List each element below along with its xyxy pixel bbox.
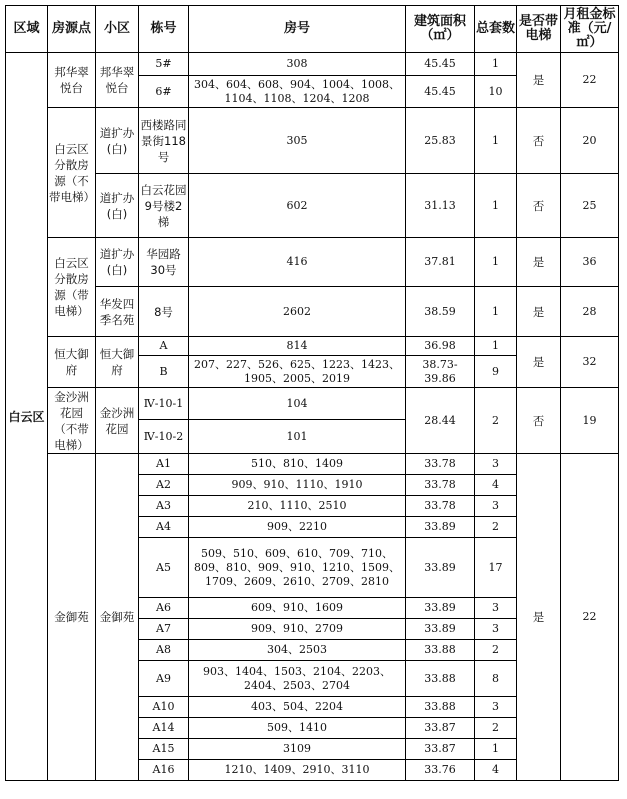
rent-cell: 25 [561, 174, 619, 238]
building-cell: 6# [139, 76, 189, 108]
count-cell: 1 [475, 238, 517, 287]
source-cell: 金沙洲花园（不带电梯） [48, 388, 96, 454]
table-row [6, 337, 619, 356]
count-cell: 10 [475, 76, 517, 108]
count-cell: 1 [475, 174, 517, 238]
room-cell: 207、227、526、625、1223、1423、1905、2005、2019 [189, 356, 406, 388]
area-cell: 33.78 [406, 454, 475, 475]
header-building: 栋号 [139, 6, 189, 53]
building-cell: B [139, 356, 189, 388]
building-cell: 白云花园9号楼2梯 [139, 174, 189, 238]
area-cell: 37.81 [406, 238, 475, 287]
header-community: 小区 [96, 6, 139, 53]
area-cell: 33.78 [406, 496, 475, 517]
count-cell: 2 [475, 640, 517, 661]
region-cell: 白云区 [6, 53, 48, 781]
room-cell: 509、510、609、610、709、710、809、810、909、910、1210、1509、1709、2609、2610、2709、2810 [189, 538, 406, 598]
community-cell: 道扩办(白) [96, 108, 139, 174]
count-cell: 1 [475, 108, 517, 174]
source-cell: 金御苑 [48, 454, 96, 781]
source-cell: 白云区分散房源（不带电梯） [48, 108, 96, 238]
housing-table [5, 5, 619, 781]
rent-cell: 20 [561, 108, 619, 174]
room-cell: 416 [189, 238, 406, 287]
count-cell: 17 [475, 538, 517, 598]
community-cell: 金沙洲花园 [96, 388, 139, 454]
room-cell: 909、910、2709 [189, 619, 406, 640]
count-cell: 9 [475, 356, 517, 388]
room-cell: 1210、1409、2910、3110 [189, 760, 406, 781]
count-cell: 2 [475, 388, 517, 454]
elevator-cell: 是 [517, 454, 561, 781]
area-cell: 28.44 [406, 388, 475, 454]
table-row [6, 388, 619, 420]
area-cell: 33.88 [406, 640, 475, 661]
count-cell: 3 [475, 598, 517, 619]
building-cell: A14 [139, 718, 189, 739]
building-cell: A16 [139, 760, 189, 781]
header-area: 建筑面积（㎡） [406, 6, 475, 53]
count-cell: 3 [475, 619, 517, 640]
community-cell: 恒大御府 [96, 337, 139, 388]
count-cell: 2 [475, 517, 517, 538]
building-cell: A3 [139, 496, 189, 517]
elevator-cell: 否 [517, 388, 561, 454]
room-cell: 101 [189, 420, 406, 454]
building-cell: A6 [139, 598, 189, 619]
building-cell: 8号 [139, 287, 189, 337]
building-cell: A2 [139, 475, 189, 496]
area-cell: 45.45 [406, 76, 475, 108]
building-cell: 华园路30号 [139, 238, 189, 287]
room-cell: 909、2210 [189, 517, 406, 538]
table-row [6, 174, 619, 238]
elevator-cell: 是 [517, 287, 561, 337]
room-cell: 510、810、1409 [189, 454, 406, 475]
rent-cell: 22 [561, 53, 619, 108]
building-cell: A10 [139, 697, 189, 718]
area-cell: 33.88 [406, 661, 475, 697]
area-cell: 38.59 [406, 287, 475, 337]
elevator-cell: 否 [517, 108, 561, 174]
table-row [6, 238, 619, 287]
count-cell: 3 [475, 496, 517, 517]
building-cell: A9 [139, 661, 189, 697]
room-cell: 602 [189, 174, 406, 238]
area-cell: 36.98 [406, 337, 475, 356]
area-cell: 31.13 [406, 174, 475, 238]
room-cell: 509、1410 [189, 718, 406, 739]
room-cell: 909、910、1110、1910 [189, 475, 406, 496]
table-row [6, 287, 619, 337]
building-cell: A8 [139, 640, 189, 661]
building-cell: A5 [139, 538, 189, 598]
header-count: 总套数 [475, 6, 517, 53]
room-cell: 2602 [189, 287, 406, 337]
community-cell: 邦华翠悦台 [96, 53, 139, 108]
area-cell: 45.45 [406, 53, 475, 76]
count-cell: 1 [475, 337, 517, 356]
rent-cell: 19 [561, 388, 619, 454]
count-cell: 2 [475, 718, 517, 739]
elevator-cell: 是 [517, 337, 561, 388]
rent-cell: 28 [561, 287, 619, 337]
room-cell: 3109 [189, 739, 406, 760]
elevator-cell: 是 [517, 53, 561, 108]
source-cell: 白云区分散房源（带电梯） [48, 238, 96, 337]
building-cell: 西楼路同景街118号 [139, 108, 189, 174]
count-cell: 4 [475, 475, 517, 496]
building-cell: A7 [139, 619, 189, 640]
building-cell: 5# [139, 53, 189, 76]
room-cell: 814 [189, 337, 406, 356]
room-cell: 304、604、608、904、1004、1008、1104、1108、1204、1208 [189, 76, 406, 108]
community-cell: 道扩办(白) [96, 174, 139, 238]
area-cell: 33.89 [406, 538, 475, 598]
room-cell: 305 [189, 108, 406, 174]
header-room: 房号 [189, 6, 406, 53]
room-cell: 304、2503 [189, 640, 406, 661]
building-cell: A1 [139, 454, 189, 475]
rent-cell: 36 [561, 238, 619, 287]
building-cell: Ⅳ-10-2 [139, 420, 189, 454]
room-cell: 104 [189, 388, 406, 420]
community-cell: 华发四季名苑 [96, 287, 139, 337]
count-cell: 4 [475, 760, 517, 781]
building-cell: A4 [139, 517, 189, 538]
area-cell: 33.76 [406, 760, 475, 781]
room-cell: 609、910、1609 [189, 598, 406, 619]
room-cell: 308 [189, 53, 406, 76]
count-cell: 1 [475, 287, 517, 337]
area-cell: 33.78 [406, 475, 475, 496]
area-cell: 33.89 [406, 619, 475, 640]
table-row [6, 53, 619, 76]
rent-cell: 32 [561, 337, 619, 388]
building-cell: Ⅳ-10-1 [139, 388, 189, 420]
elevator-cell: 否 [517, 174, 561, 238]
area-cell: 33.89 [406, 517, 475, 538]
room-cell: 903、1404、1503、2104、2203、2404、2503、2704 [189, 661, 406, 697]
area-cell: 25.83 [406, 108, 475, 174]
header-row [6, 6, 619, 53]
elevator-cell: 是 [517, 238, 561, 287]
area-cell: 33.88 [406, 697, 475, 718]
count-cell: 1 [475, 53, 517, 76]
count-cell: 1 [475, 739, 517, 760]
header-elevator: 是否带电梯 [517, 6, 561, 53]
source-cell: 邦华翠悦台 [48, 53, 96, 108]
count-cell: 8 [475, 661, 517, 697]
room-cell: 403、504、2204 [189, 697, 406, 718]
community-cell: 道扩办(白) [96, 238, 139, 287]
header-source: 房源点 [48, 6, 96, 53]
area-cell: 33.89 [406, 598, 475, 619]
rent-cell: 22 [561, 454, 619, 781]
count-cell: 3 [475, 697, 517, 718]
table-row [6, 454, 619, 475]
area-cell: 33.87 [406, 718, 475, 739]
header-region: 区域 [6, 6, 48, 53]
count-cell: 3 [475, 454, 517, 475]
community-cell: 金御苑 [96, 454, 139, 781]
area-cell: 38.73-39.86 [406, 356, 475, 388]
room-cell: 210、1110、2510 [189, 496, 406, 517]
building-cell: A [139, 337, 189, 356]
building-cell: A15 [139, 739, 189, 760]
header-rent: 月租金标准（元/㎡） [561, 6, 619, 53]
source-cell: 恒大御府 [48, 337, 96, 388]
table-row [6, 108, 619, 174]
area-cell: 33.87 [406, 739, 475, 760]
